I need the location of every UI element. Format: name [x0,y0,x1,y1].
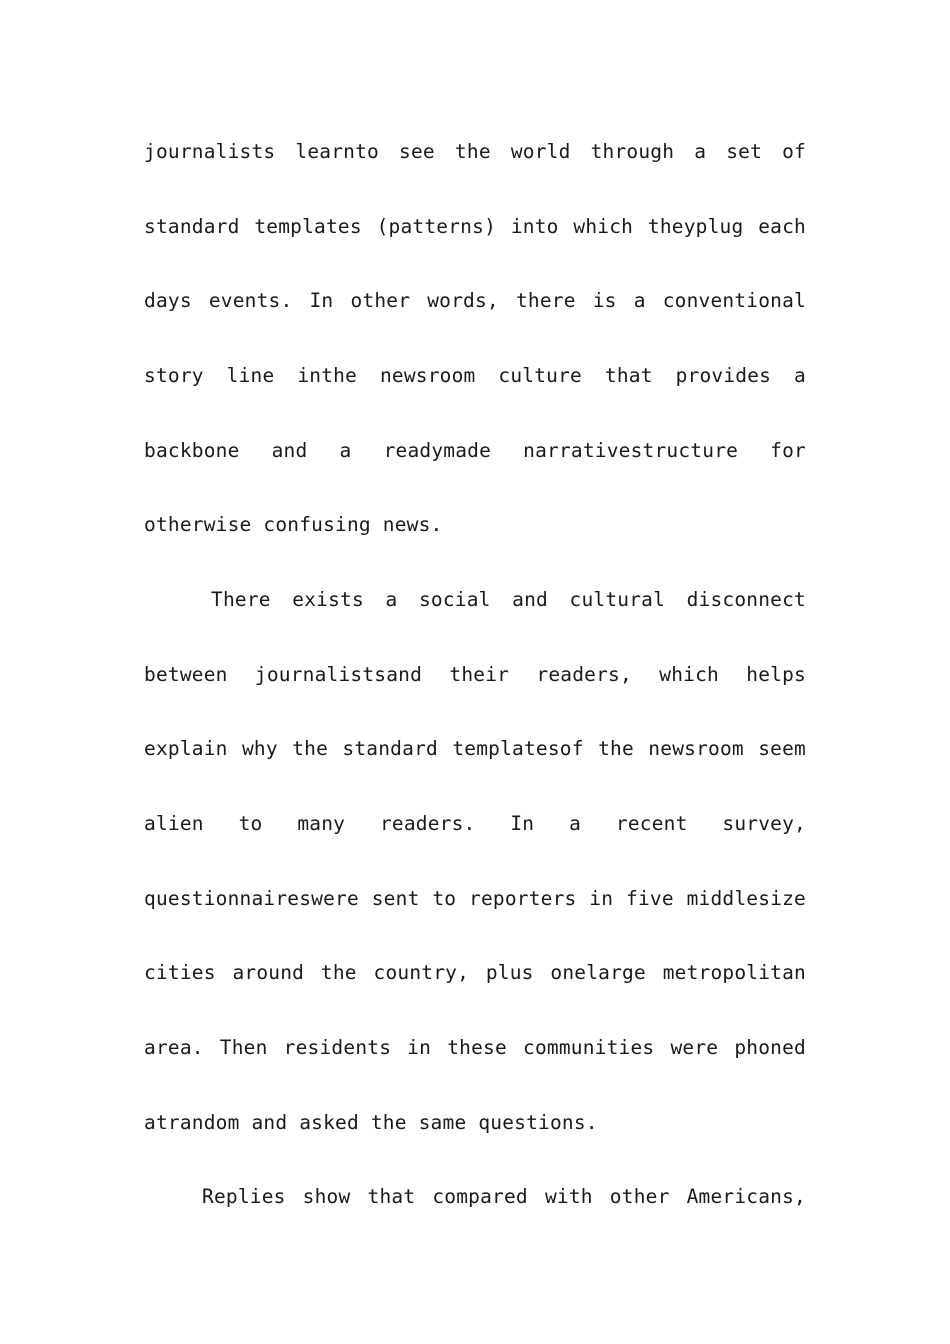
text-line: explain why the standard templatesof the newsroom seem [144,737,806,760]
text-line: story line inthe newsroom culture that provides a [144,364,806,387]
text-line: Replies show that compared with other Americans, [202,1185,806,1208]
text-line: cities around the country, plus onelarge metropolitan [144,961,806,984]
text-line: area. Then residents in these communities were phoned [144,1036,806,1059]
text-line: atrandom and asked the same questions. [144,1111,598,1134]
text-line: journalists learnto see the world through a set of [144,140,806,163]
text-line: standard templates (patterns) into which theyplug each [144,215,806,238]
text-line: between journalistsand their readers, which helps [144,663,806,686]
text-line: questionnaireswere sent to reporters in five middlesize [144,887,806,910]
text-line: There exists a social and cultural disconnect [211,588,806,611]
text-line: alien to many readers. In a recent survey, [144,812,806,835]
text-line: otherwise confusing news. [144,513,443,536]
text-line: days events. In other words, there is a conventional [144,289,806,312]
text-line: backbone and a readymade narrativestructure for [144,439,806,462]
